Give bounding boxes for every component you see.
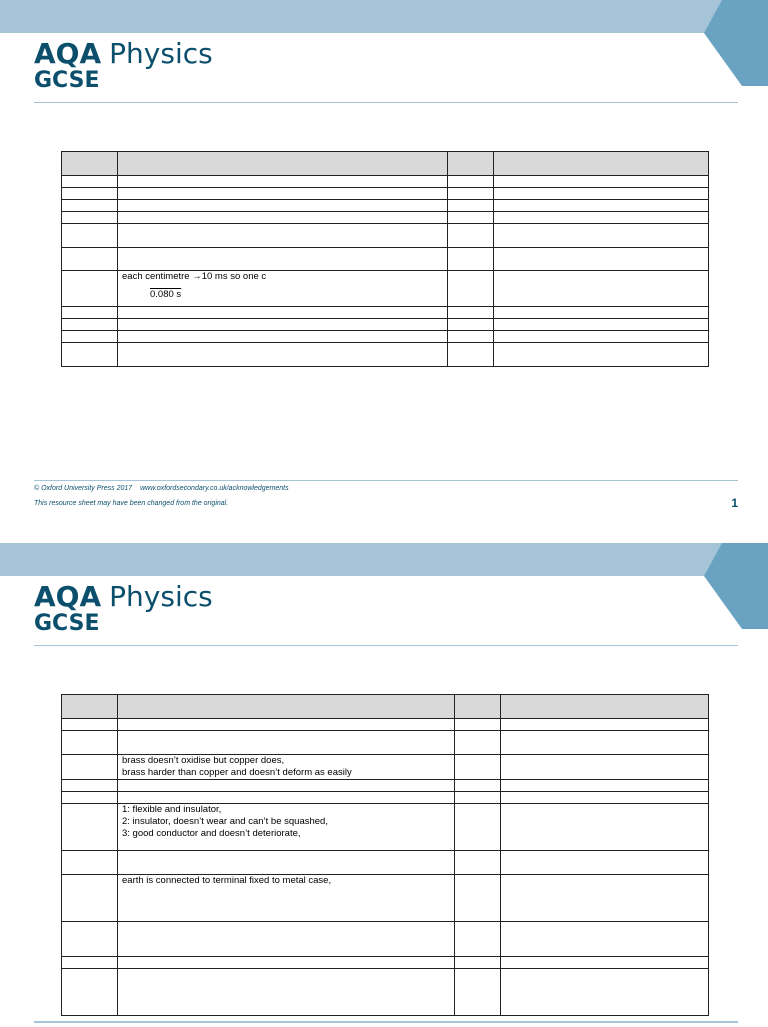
table-row <box>62 331 709 343</box>
table-row <box>62 792 709 804</box>
page-number: 1 <box>731 496 738 510</box>
table-row <box>62 319 709 331</box>
worksheet-page-2 <box>0 543 768 1027</box>
answer-table-1 <box>61 151 709 367</box>
answer-text <box>118 719 455 731</box>
table-row <box>62 731 709 755</box>
footer-url[interactable]: www.oxfordsecondary.co.uk/acknowledgements <box>140 485 289 492</box>
answer-value: 0.080 s <box>150 289 182 300</box>
footer-copyright: © Oxford University Press 2017 <box>34 485 133 492</box>
header-rule <box>34 102 738 103</box>
table-row <box>62 804 709 851</box>
table-row <box>62 307 709 319</box>
header-banner <box>0 0 768 33</box>
header-corner-decoration <box>704 543 768 629</box>
table-row <box>62 248 709 271</box>
table-row <box>62 188 709 200</box>
table-row <box>62 922 709 957</box>
header-corner-decoration <box>704 0 768 86</box>
table-row <box>62 969 709 1016</box>
logo-subject: Physics <box>109 580 213 613</box>
header-banner <box>0 543 768 576</box>
logo-subject: Physics <box>109 37 213 70</box>
footer-copyright-line <box>34 485 289 492</box>
footer-note: This resource sheet may have been changed from the original. <box>34 500 229 507</box>
table-row <box>62 755 709 780</box>
table-row <box>62 212 709 224</box>
table-header-row <box>62 695 709 719</box>
logo-level: GCSE <box>34 611 100 636</box>
table-header-row <box>62 152 709 176</box>
answer-text: earth is connected to terminal fixed to metal case, <box>118 875 455 922</box>
logo-level: GCSE <box>34 68 100 93</box>
aqa-physics-logo <box>34 580 213 636</box>
answer-table-2 <box>61 694 709 1016</box>
footer-rule <box>34 480 738 481</box>
table-row <box>62 176 709 188</box>
logo-brand: AQA <box>34 37 102 70</box>
table-row <box>62 200 709 212</box>
table-row <box>62 875 709 922</box>
answer-text: each centimetre →10 ms so one c <box>122 271 267 282</box>
answer-text: 1: flexible and insulator, 2: insulator, doesn’t wear and can’t be squashed, 3: good conductor and doesn’t deteriorate, <box>118 804 455 851</box>
table-row <box>62 271 709 307</box>
table-row <box>62 851 709 875</box>
table-row <box>62 780 709 792</box>
table-row <box>62 719 709 731</box>
table-row <box>62 957 709 969</box>
answer-text <box>118 731 455 755</box>
answer-text: brass doesn’t oxidise but copper does, brass harder than copper and doesn’t deform as easily <box>118 755 455 780</box>
table-row <box>62 343 709 367</box>
aqa-physics-logo <box>34 37 213 93</box>
header-rule <box>34 645 738 646</box>
table-row <box>62 224 709 248</box>
footer-rule <box>34 1021 738 1023</box>
logo-brand: AQA <box>34 580 102 613</box>
